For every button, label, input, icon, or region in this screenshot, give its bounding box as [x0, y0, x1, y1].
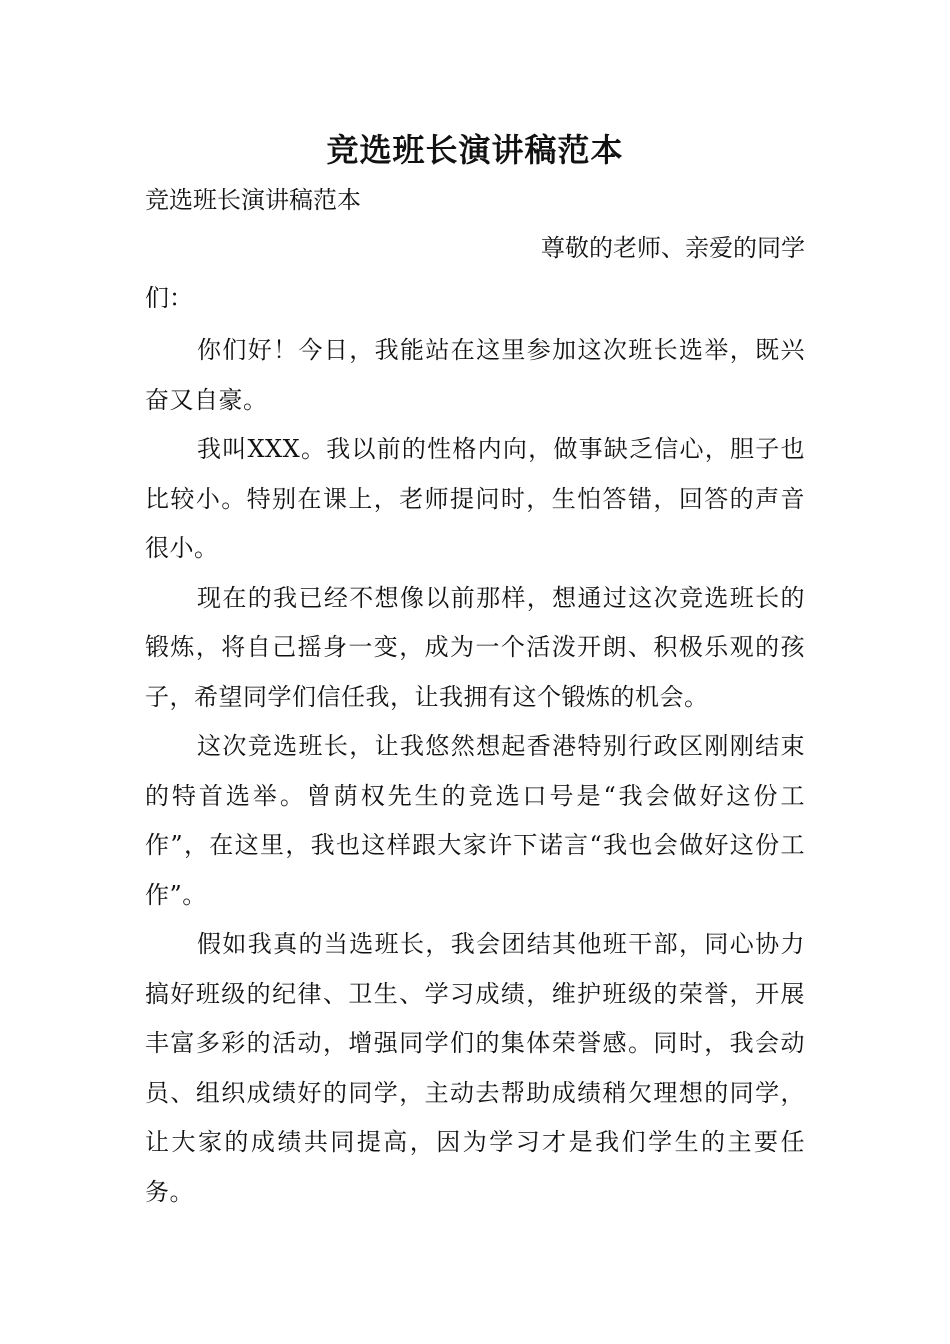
greeting-line-1: 尊敬的老师、亲爱的同学 [541, 234, 805, 262]
page-title: 竞选班长演讲稿范本 [326, 131, 624, 169]
paragraph-plan: 假如我真的当选班长，我会团结其他班干部，同心协力搞好班级的纪律、卫生、学习成绩，维护班级的荣誉，开展丰富多彩的活动，增强同学们的集体荣誉感。同时，我会动员、组织成绩好的同学，主动去帮助成绩稍欠理想的同学，让大家的成绩共同提高，因为学习才是我们学生的主要任务。 [145, 930, 805, 1206]
greeting-line-2: 们： [145, 284, 193, 312]
paragraph-introduction: 我叫XXX。我以前的性格内向，做事缺乏信心，胆子也比较小。特别在课上，老师提问时，生怕答错，回答的声音很小。 [145, 435, 805, 562]
paragraph-greeting: 你们好！今日，我能站在这里参加这次班长选举，既兴奋又自豪。 [145, 336, 805, 414]
document-subtitle: 竞选班长演讲稿范本 [145, 186, 361, 214]
paragraph-promise: 这次竞选班长，让我悠然想起香港特别行政区刚刚结束的特首选举。曾荫权先生的竞选口号是“我会做好这份工作”，在这里，我也这样跟大家许下诺言“我也会做好这份工作”。 [145, 732, 805, 909]
paragraph-motivation: 现在的我已经不想像以前那样，想通过这次竞选班长的锻炼，将自己摇身一变，成为一个活泼开朗、积极乐观的孩子，希望同学们信任我，让我拥有这个锻炼的机会。 [145, 583, 805, 711]
speech-body [145, 326, 805, 1217]
